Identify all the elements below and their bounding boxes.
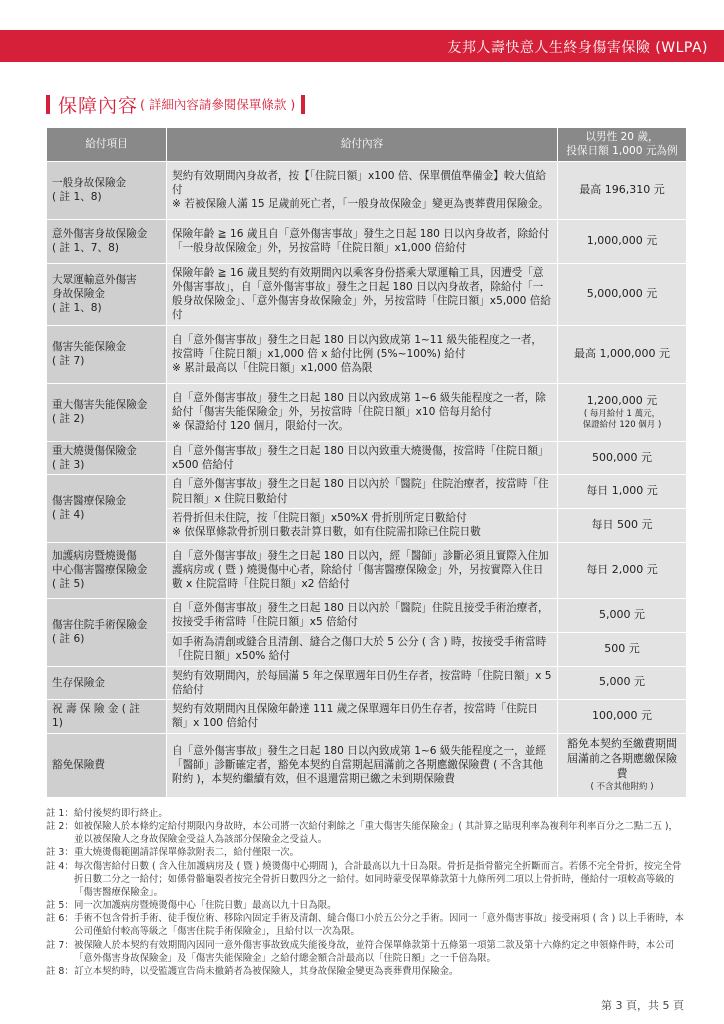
footnote: 註 6： 手術不包含骨折手術、徒手復位術、移除內固定手術及清創、縫合傷口小於五公分之手術。因同一「意外傷害事故」接受兩項 ( 含 ) 以上手術時，本公司僅給付較高等級之「傷害住院手術保險金」，且給付以一次為限。: [46, 913, 684, 938]
table-row: [47, 733, 687, 797]
benefit-item: 重大傷害失能保險金 ( 註 2): [47, 383, 167, 441]
table-row: [47, 700, 687, 734]
table-row: [47, 263, 687, 325]
benefit-example: 5,000 元: [558, 666, 687, 700]
section-subtitle: ( 詳細內容請參閱保單條款 ): [140, 97, 296, 112]
header-band: [0, 30, 724, 62]
benefit-item: 意外傷害身故保險金 ( 註 1、7、8): [47, 219, 167, 263]
benefit-content: 如手術為清創或縫合且清創、縫合之傷口大於 5 公分 ( 含 ) 時，按接受手術當時「住院日額」x50% 給付: [167, 632, 558, 666]
benefit-content: 自「意外傷害事故」發生之日起 180 日以內，經「醫師」診斷必須且實際入住加護病房或 ( 暨 ) 燒燙傷中心者，除給付「傷害醫療保險金」外，另按實際入住日數 x 住院當時「住院日額」x2 倍給付: [167, 542, 558, 598]
table-row: [47, 598, 687, 632]
benefit-content: 契約有效期間內且保險年齡達 111 歲之保單週年日仍生存者，按當時「住院日額」x 100 倍給付: [167, 700, 558, 734]
footnotes: [46, 807, 686, 978]
benefit-example: 5,000,000 元: [558, 263, 687, 325]
benefit-content: 自「意外傷害事故」發生之日起 180 日以內於「醫院」住院治療者，按當時「住院日額」x 住院日數給付: [167, 475, 558, 509]
benefit-content: 自「意外傷害事故」發生之日起 180 日以內致成第 1~6 級失能程度之一，並經「醫師」診斷確定者，豁免本契約自當期起屆滿前之各期應繳保險費 ( 不含其他附約 )，本契約繼續有效，但不退還當期已繳之未到期保險費: [167, 733, 558, 797]
footnote: 註 2： 如被保險人於本條約定給付期限內身故時，本公司將一次給付剩餘之「重大傷害失能保險金」( 其計算之貼現利率為複利年利率百分之二點二五 )，並以被保險人之身故保險金受益人為該部分保險金之受益人。: [46, 821, 678, 846]
benefit-example: 最高 196,310 元: [558, 161, 687, 219]
benefit-example: 最高 1,000,000 元: [558, 325, 687, 383]
benefits-table: [46, 127, 687, 798]
benefit-content: 契約有效期間內身故者，按【「住院日額」x100 倍、保單價值準備金】較大值給付 ※ 若被保險人滿 15 足歲前死亡者，「一般身故保險金」變更為喪葬費用保險金。: [167, 161, 558, 219]
benefit-content: 自「意外傷害事故」發生之日起 180 日以內致重大燒燙傷，按當時「住院日額」x500 倍給付: [167, 441, 558, 475]
table-row: [47, 219, 687, 263]
table-row: [47, 161, 687, 219]
benefit-item: 一般身故保險金 ( 註 1、8): [47, 161, 167, 219]
footnote: 註 4： 每次傷害給付日數 ( 含入住加護病房及 ( 暨 ) 燒燙傷中心期間 )，合計最高以九十日為限。骨折是指骨骼完全折斷而言。若係不完全骨折，按完全骨折日數二分之一給付；如係骨骼龜裂者按完全骨折日數四分之一給付。如同時蒙受保單條款第十九條所列二項以上骨折時，僅給付一項較高等級的「傷害醫療保險金」。: [46, 860, 682, 898]
footnote: 註 3： 重大燒燙傷範圍請詳保單條款附表二，給付僅限一次。: [46, 847, 300, 859]
table-row: [47, 441, 687, 475]
benefit-content: 自「意外傷害事故」發生之日起 180 日以內致成第 1~11 級失能程度之一者，按當時「住院日額」x1,000 倍 x 給付比例 (5%~100%) 給付 ※ 累計最高以「住院日額」x1,000 倍為限: [167, 325, 558, 383]
section-title: 保障內容: [58, 94, 139, 117]
benefit-example: 5,000 元: [558, 598, 687, 632]
benefit-item: 加護病房暨燒燙傷 中心傷害醫療保險金 ( 註 5): [47, 542, 167, 598]
benefit-item: 生存保險金: [47, 666, 167, 700]
benefit-item: 重大燒燙傷保險金 ( 註 3): [47, 441, 167, 475]
section-heading: [46, 92, 305, 116]
benefit-item: 傷害住院手術保險金 ( 註 6): [47, 598, 167, 666]
benefit-content: 自「意外傷害事故」發生之日起 180 日以內致成第 1~6 級失能程度之一者，除給付「傷害失能保險金」外，另按當時「住院日額」x10 倍每月給付 ※ 保證給付 120 個月，限給付一次。: [167, 383, 558, 441]
benefit-item: 傷害醫療保險金 ( 註 4): [47, 475, 167, 542]
heading-bar-left: [46, 95, 50, 114]
heading-bar-right: [301, 95, 305, 114]
page-number: 第 3 頁，共 5 頁: [601, 999, 684, 1012]
benefit-content: 契約有效期間內，於每屆滿 5 年之保單週年日仍生存者，按當時「住院日額」x 5 倍給付: [167, 666, 558, 700]
header-item: 給付項目: [47, 128, 167, 162]
benefit-example: 每日 500 元: [558, 508, 687, 542]
table-row: [47, 325, 687, 383]
table-row: [47, 383, 687, 441]
benefit-example: 每日 1,000 元: [558, 475, 687, 509]
benefit-content: 保險年齡 ≧ 16 歲且契約有效期間內以乘客身份搭乘大眾運輸工具，因遭受「意外傷害事故」，自「意外傷害事故」發生之日起 180 日以內身故者，除給付「一般身故保險金」、「意外傷害身故保險金」外，另按當時「住院日額」x5,000 倍給付: [167, 263, 558, 325]
footnote: 註 8： 訂立本契約時，以受監護宣告尚未撤銷者為被保險人，其身故保險金變更為喪葬費用保險金。: [46, 965, 459, 977]
footnote: 註 7： 被保險人於本契約有效期間內因同一意外傷害事故致成失能後身故，並符合保單條款第十五條第一項第二款及第十六條約定之申領條件時，本公司「意外傷害身故保險金」及「傷害失能保險金」之給付總金額合計最高以「住院日額」之一千倍為限。: [46, 939, 675, 964]
table-header-row: [47, 128, 687, 162]
footnote: 註 1： 給付後契約即行終止。: [46, 808, 168, 819]
table-row: [47, 475, 687, 509]
benefit-content: 保險年齡 ≧ 16 歲且自「意外傷害事故」發生之日起 180 日以內身故者，除給付「一般身故保險金」外，另按當時「住院日額」x1,000 倍給付: [167, 219, 558, 263]
benefit-content: 自「意外傷害事故」發生之日起 180 日以內於「醫院」住院且接受手術治療者，按接受手術當時「住院日額」x5 倍給付: [167, 598, 558, 632]
benefit-content: 若骨折但未住院，按「住院日額」x50%X 骨折別所定日數給付 ※ 依保單條款骨折別日數表計算日數，如有住院需扣除已住院日數: [167, 508, 558, 542]
benefit-item: 祝 壽 保 險 金 ( 註 1): [47, 700, 167, 734]
benefit-item: 傷害失能保險金 ( 註 7): [47, 325, 167, 383]
benefit-example: 1,000,000 元: [558, 219, 687, 263]
table-row: [47, 542, 687, 598]
benefit-example: 每日 2,000 元: [558, 542, 687, 598]
benefit-example: 100,000 元: [558, 700, 687, 734]
benefit-item: 豁免保險費: [47, 733, 167, 797]
benefit-example: 豁免本契約至繳費期間屆滿前之各期應繳保險費 ( 不含其他附約 ): [558, 733, 687, 797]
document-title: 友邦人壽快意人生終身傷害保險 (WLPA): [447, 40, 708, 56]
benefit-example: 500 元: [558, 632, 687, 666]
table-row: [47, 666, 687, 700]
header-content: 給付內容: [167, 128, 558, 162]
benefit-item: 大眾運輸意外傷害 身故保險金 ( 註 1、8): [47, 263, 167, 325]
footnote: 註 5： 同一次加護病房暨燒燙傷中心「住院日數」最高以九十日為限。: [46, 900, 337, 912]
benefit-example: 500,000 元: [558, 441, 687, 475]
header-example: 以男性 20 歲， 投保日額 1,000 元為例: [558, 128, 687, 162]
benefit-example: 1,200,000 元 ( 每月給付 1 萬元， 保證給付 120 個月 ): [558, 383, 687, 441]
